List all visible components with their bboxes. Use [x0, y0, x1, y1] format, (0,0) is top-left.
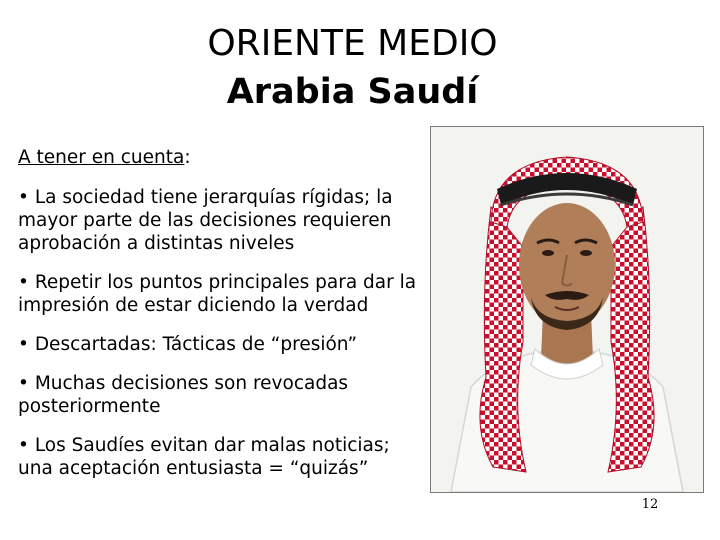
bullet-marker: •	[18, 435, 29, 456]
bullet-text: Descartadas: Tácticas de “presión”	[34, 334, 358, 355]
bullet-marker: •	[18, 334, 29, 355]
bullet-text: Repetir los puntos principales para dar la impresión de estar diciendo la verdad	[18, 272, 417, 316]
portrait-photo	[430, 126, 704, 493]
bullet-marker: •	[18, 373, 29, 394]
bullet-text: Muchas decisiones son revocadas posteriormente	[18, 373, 349, 417]
bullet-item	[18, 434, 428, 480]
bullet-text: Los Saudíes evitan dar malas noticias; una aceptación entusiasta = “quizás”	[18, 435, 390, 479]
intro-label: A tener en cuenta	[18, 147, 185, 168]
bullet-text: La sociedad tiene jerarquías rígidas; la mayor parte de las decisiones requieren aprobación a distintas niveles	[18, 187, 393, 254]
intro-line	[18, 146, 428, 169]
bullet-item	[18, 186, 428, 255]
bullet-marker: •	[18, 187, 29, 208]
page-number: 12	[641, 497, 659, 512]
portrait-illustration	[431, 127, 703, 492]
slide-title: ORIENTE MEDIO	[207, 23, 498, 64]
slide-content	[18, 146, 428, 496]
bullet-item	[18, 333, 428, 356]
slide-subtitle: Arabia Saudí	[226, 72, 479, 112]
title-block	[0, 20, 705, 116]
bullet-item	[18, 271, 428, 317]
intro-suffix: :	[184, 147, 191, 168]
bullet-item	[18, 372, 428, 418]
bullet-marker: •	[18, 272, 29, 293]
